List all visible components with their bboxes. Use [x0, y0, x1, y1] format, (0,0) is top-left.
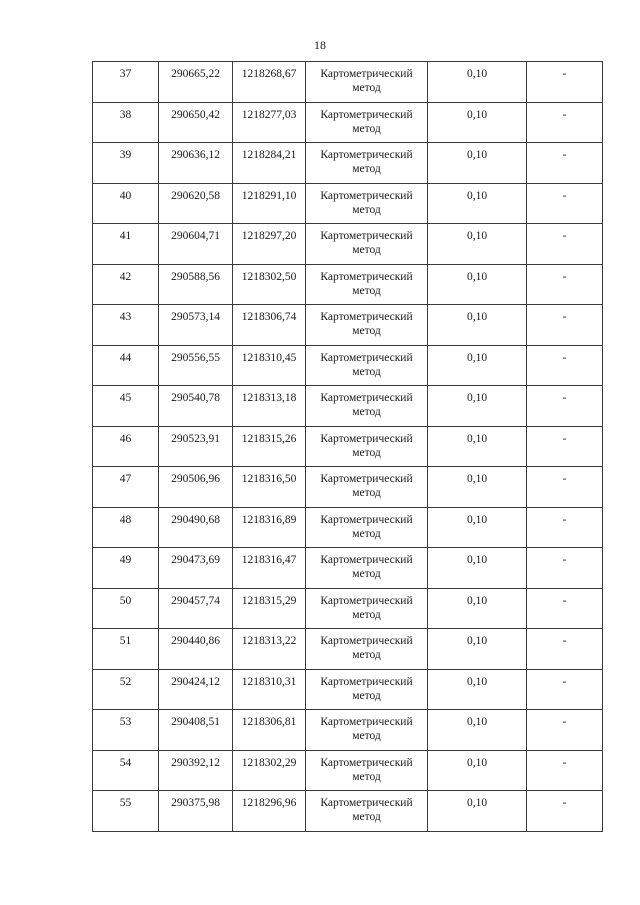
accuracy-value: 0,10: [466, 68, 488, 80]
x-coordinate: 290665,22: [171, 68, 220, 80]
point-number-cell: [93, 588, 159, 629]
y-coordinate: 1218302,29: [241, 756, 297, 769]
x-coordinate-cell: [159, 143, 233, 184]
table-row: [93, 548, 603, 589]
y-coordinate-cell: [233, 264, 306, 305]
y-coordinate: 1218296,96: [241, 797, 297, 809]
accuracy-cell: [428, 224, 527, 265]
method-cell: [306, 629, 428, 670]
method-line-2: метод: [352, 284, 381, 297]
y-coordinate-cell: [233, 467, 306, 508]
method-line-2: метод: [352, 244, 381, 256]
method-line-2: метод: [352, 487, 381, 499]
y-coordinate-cell: [233, 548, 306, 589]
point-number: 42: [119, 270, 132, 283]
y-coordinate: 1218306,81: [241, 716, 297, 728]
method-line-2: метод: [352, 649, 381, 661]
point-number: 50: [119, 594, 132, 607]
accuracy-value: 0,10: [466, 270, 488, 283]
y-coordinate-cell: [233, 629, 306, 670]
note-cell: [527, 669, 603, 710]
x-coordinate-cell: [159, 467, 233, 508]
note-value: -: [562, 473, 567, 485]
point-number: 52: [119, 675, 132, 688]
point-number-cell: [93, 102, 159, 143]
table-row: [93, 102, 603, 143]
x-coordinate-cell: [159, 750, 233, 791]
accuracy-value: 0,10: [466, 473, 488, 485]
note-cell: [527, 264, 603, 305]
note-value: -: [562, 351, 567, 364]
y-coordinate: 1218297,20: [241, 230, 297, 242]
note-value: -: [562, 392, 567, 404]
method-cell: [306, 386, 428, 427]
x-coordinate: 290506,96: [171, 473, 220, 485]
method-cell: [306, 467, 428, 508]
accuracy-cell: [428, 710, 527, 751]
accuracy-value: 0,10: [466, 594, 488, 607]
note-value: -: [562, 513, 567, 526]
note-value: -: [562, 311, 567, 323]
point-number-cell: [93, 183, 159, 224]
x-coordinate-cell: [159, 62, 233, 103]
x-coordinate: 290440,86: [171, 635, 220, 647]
table-row: [93, 710, 603, 751]
point-number: 38: [119, 108, 132, 121]
point-number: 48: [119, 513, 132, 526]
x-coordinate-cell: [159, 305, 233, 346]
x-coordinate-cell: [159, 426, 233, 467]
method-cell: [306, 588, 428, 629]
point-number-cell: [93, 710, 159, 751]
method-line-1: Картометрический: [320, 513, 413, 526]
y-coordinate: 1218316,89: [241, 513, 297, 526]
accuracy-cell: [428, 386, 527, 427]
y-coordinate: 1218302,50: [241, 270, 297, 283]
accuracy-cell: [428, 669, 527, 710]
accuracy-cell: [428, 183, 527, 224]
note-value: -: [562, 797, 567, 809]
method-cell: [306, 62, 428, 103]
method-line-1: Картометрический: [320, 189, 413, 202]
x-coordinate: 290556,55: [171, 351, 220, 364]
point-number-cell: [93, 629, 159, 670]
accuracy-cell: [428, 426, 527, 467]
x-coordinate: 290588,56: [171, 270, 220, 283]
x-coordinate: 290392,12: [171, 756, 220, 769]
note-value: -: [562, 675, 567, 688]
method-line-1: Картометрический: [320, 270, 413, 283]
x-coordinate-cell: [159, 386, 233, 427]
note-cell: [527, 710, 603, 751]
table-row: [93, 305, 603, 346]
note-cell: [527, 62, 603, 103]
y-coordinate: 1218313,22: [241, 635, 297, 647]
point-number-cell: [93, 224, 159, 265]
method-line-1: Картометрический: [320, 675, 413, 688]
y-coordinate-cell: [233, 183, 306, 224]
y-coordinate-cell: [233, 345, 306, 386]
y-coordinate-cell: [233, 143, 306, 184]
method-line-1: Картометрический: [320, 432, 413, 445]
y-coordinate-cell: [233, 750, 306, 791]
x-coordinate: 290424,12: [171, 675, 220, 688]
method-line-2: метод: [352, 608, 381, 621]
accuracy-value: 0,10: [466, 392, 488, 404]
method-line-1: Картометрический: [320, 68, 413, 80]
table-row: [93, 791, 603, 832]
y-coordinate: 1218315,29: [241, 594, 297, 607]
method-line-2: метод: [352, 365, 381, 378]
accuracy-cell: [428, 629, 527, 670]
y-coordinate-cell: [233, 62, 306, 103]
table-row: [93, 143, 603, 184]
point-number-cell: [93, 345, 159, 386]
y-coordinate-cell: [233, 224, 306, 265]
y-coordinate-cell: [233, 426, 306, 467]
accuracy-value: 0,10: [466, 230, 488, 242]
note-value: -: [562, 432, 567, 445]
table-row: [93, 386, 603, 427]
y-coordinate: 1218310,45: [241, 351, 297, 364]
point-number-cell: [93, 264, 159, 305]
y-coordinate-cell: [233, 386, 306, 427]
method-line-1: Картометрический: [320, 230, 413, 242]
accuracy-value: 0,10: [466, 756, 488, 769]
point-number: 44: [119, 351, 132, 364]
accuracy-cell: [428, 264, 527, 305]
method-line-2: метод: [352, 527, 381, 540]
table-row: [93, 224, 603, 265]
x-coordinate: 290375,98: [171, 797, 220, 809]
point-number-cell: [93, 305, 159, 346]
point-number-cell: [93, 62, 159, 103]
method-cell: [306, 507, 428, 548]
point-number: 49: [119, 554, 132, 566]
method-line-1: Картометрический: [320, 311, 413, 323]
table-row: [93, 345, 603, 386]
accuracy-cell: [428, 588, 527, 629]
method-line-1: Картометрический: [320, 392, 413, 404]
method-cell: [306, 183, 428, 224]
y-coordinate-cell: [233, 710, 306, 751]
point-number: 54: [119, 756, 132, 769]
x-coordinate: 290573,14: [171, 311, 220, 323]
y-coordinate: 1218315,26: [241, 432, 297, 445]
y-coordinate-cell: [233, 507, 306, 548]
method-cell: [306, 710, 428, 751]
method-line-2: метод: [352, 568, 381, 580]
x-coordinate: 290490,68: [171, 513, 220, 526]
note-value: -: [562, 189, 567, 202]
y-coordinate: 1218277,03: [241, 108, 297, 121]
y-coordinate: 1218284,21: [241, 149, 297, 161]
point-number-cell: [93, 467, 159, 508]
table-row: [93, 629, 603, 670]
point-number: 51: [119, 635, 132, 647]
accuracy-cell: [428, 507, 527, 548]
accuracy-cell: [428, 791, 527, 832]
accuracy-cell: [428, 467, 527, 508]
accuracy-cell: [428, 102, 527, 143]
method-line-2: метод: [352, 325, 381, 337]
y-coordinate: 1218313,18: [241, 392, 297, 404]
y-coordinate: 1218316,47: [241, 554, 297, 566]
accuracy-value: 0,10: [466, 108, 488, 121]
x-coordinate-cell: [159, 629, 233, 670]
note-value: -: [562, 594, 567, 607]
method-line-1: Картометрический: [320, 594, 413, 607]
note-value: -: [562, 68, 567, 80]
method-line-1: Картометрический: [320, 756, 413, 769]
method-line-2: метод: [352, 82, 381, 94]
point-number-cell: [93, 669, 159, 710]
point-number-cell: [93, 791, 159, 832]
y-coordinate-cell: [233, 305, 306, 346]
note-value: -: [562, 756, 567, 769]
point-number-cell: [93, 386, 159, 427]
point-number-cell: [93, 143, 159, 184]
method-line-1: Картометрический: [320, 473, 413, 485]
note-value: -: [562, 716, 567, 728]
accuracy-cell: [428, 345, 527, 386]
method-line-2: метод: [352, 689, 381, 702]
accuracy-value: 0,10: [466, 675, 488, 688]
note-value: -: [562, 149, 567, 161]
x-coordinate-cell: [159, 791, 233, 832]
accuracy-value: 0,10: [466, 311, 488, 323]
method-line-1: Картометрический: [320, 635, 413, 647]
x-coordinate-cell: [159, 548, 233, 589]
x-coordinate: 290473,69: [171, 554, 220, 566]
note-value: -: [562, 635, 567, 647]
point-number: 45: [119, 392, 132, 404]
point-number: 37: [119, 68, 132, 80]
x-coordinate-cell: [159, 588, 233, 629]
accuracy-value: 0,10: [466, 716, 488, 728]
note-value: -: [562, 554, 567, 566]
y-coordinate: 1218306,74: [241, 311, 297, 323]
table-row: [93, 264, 603, 305]
x-coordinate-cell: [159, 507, 233, 548]
method-line-2: метод: [352, 770, 381, 783]
point-number-cell: [93, 548, 159, 589]
accuracy-cell: [428, 62, 527, 103]
y-coordinate: 1218316,50: [241, 473, 297, 485]
method-line-1: Картометрический: [320, 797, 413, 809]
note-cell: [527, 345, 603, 386]
note-cell: [527, 386, 603, 427]
method-line-2: метод: [352, 163, 381, 175]
accuracy-value: 0,10: [466, 432, 488, 445]
note-cell: [527, 629, 603, 670]
accuracy-value: 0,10: [466, 351, 488, 364]
point-number: 43: [119, 311, 132, 323]
method-line-2: метод: [352, 811, 381, 823]
table-row: [93, 507, 603, 548]
point-number: 47: [119, 473, 132, 485]
method-cell: [306, 669, 428, 710]
method-cell: [306, 345, 428, 386]
x-coordinate-cell: [159, 710, 233, 751]
point-number: 53: [119, 716, 132, 728]
method-line-1: Картометрический: [320, 554, 413, 566]
y-coordinate: 1218310,31: [241, 675, 297, 688]
x-coordinate-cell: [159, 264, 233, 305]
accuracy-cell: [428, 305, 527, 346]
method-cell: [306, 102, 428, 143]
table-row: [93, 588, 603, 629]
y-coordinate: 1218268,67: [241, 68, 297, 80]
x-coordinate: 290523,91: [171, 432, 220, 445]
method-cell: [306, 264, 428, 305]
table-row: [93, 183, 603, 224]
note-cell: [527, 143, 603, 184]
x-coordinate-cell: [159, 183, 233, 224]
page-number: 18: [314, 38, 326, 52]
coordinates-table: [92, 61, 603, 832]
point-number-cell: [93, 750, 159, 791]
method-cell: [306, 426, 428, 467]
accuracy-value: 0,10: [466, 513, 488, 526]
table-row: [93, 467, 603, 508]
note-cell: [527, 507, 603, 548]
note-cell: [527, 183, 603, 224]
note-cell: [527, 102, 603, 143]
point-number-cell: [93, 426, 159, 467]
y-coordinate-cell: [233, 791, 306, 832]
note-cell: [527, 224, 603, 265]
method-line-2: метод: [352, 122, 381, 135]
y-coordinate-cell: [233, 102, 306, 143]
point-number: 41: [119, 230, 132, 242]
accuracy-cell: [428, 548, 527, 589]
method-line-2: метод: [352, 406, 381, 418]
method-cell: [306, 548, 428, 589]
x-coordinate: 290636,12: [171, 149, 220, 161]
point-number: 55: [119, 797, 132, 809]
point-number: 40: [119, 189, 132, 202]
accuracy-cell: [428, 143, 527, 184]
table-row: [93, 750, 603, 791]
point-number-cell: [93, 507, 159, 548]
x-coordinate: 290650,42: [171, 108, 220, 121]
accuracy-value: 0,10: [466, 149, 488, 161]
method-cell: [306, 791, 428, 832]
accuracy-value: 0,10: [466, 635, 488, 647]
x-coordinate: 290604,71: [171, 230, 220, 242]
method-cell: [306, 224, 428, 265]
x-coordinate-cell: [159, 345, 233, 386]
accuracy-value: 0,10: [466, 797, 488, 809]
note-cell: [527, 305, 603, 346]
x-coordinate: 290620,58: [171, 189, 220, 202]
point-number: 46: [119, 432, 132, 445]
accuracy-value: 0,10: [466, 189, 488, 202]
method-line-1: Картометрический: [320, 149, 413, 161]
method-line-1: Картометрический: [320, 351, 413, 364]
note-value: -: [562, 108, 567, 121]
method-line-1: Картометрический: [320, 716, 413, 728]
x-coordinate: 290540,78: [171, 392, 220, 404]
accuracy-value: 0,10: [466, 554, 488, 566]
note-cell: [527, 426, 603, 467]
method-line-2: метод: [352, 203, 381, 216]
note-cell: [527, 791, 603, 832]
point-number: 39: [119, 149, 132, 161]
note-cell: [527, 588, 603, 629]
x-coordinate-cell: [159, 224, 233, 265]
note-value: -: [562, 270, 567, 283]
note-cell: [527, 548, 603, 589]
table-row: [93, 669, 603, 710]
note-cell: [527, 750, 603, 791]
y-coordinate-cell: [233, 669, 306, 710]
y-coordinate-cell: [233, 588, 306, 629]
y-coordinate: 1218291,10: [241, 189, 297, 202]
x-coordinate-cell: [159, 669, 233, 710]
accuracy-cell: [428, 750, 527, 791]
x-coordinate: 290457,74: [171, 594, 220, 607]
table-row: [93, 62, 603, 103]
x-coordinate-cell: [159, 102, 233, 143]
method-cell: [306, 143, 428, 184]
method-cell: [306, 305, 428, 346]
method-line-2: метод: [352, 730, 381, 742]
coordinates-table-body: [93, 62, 603, 832]
method-line-1: Картометрический: [320, 108, 413, 121]
note-cell: [527, 467, 603, 508]
table-row: [93, 426, 603, 467]
note-value: -: [562, 230, 567, 242]
x-coordinate: 290408,51: [171, 716, 220, 728]
method-cell: [306, 750, 428, 791]
method-line-2: метод: [352, 446, 381, 459]
